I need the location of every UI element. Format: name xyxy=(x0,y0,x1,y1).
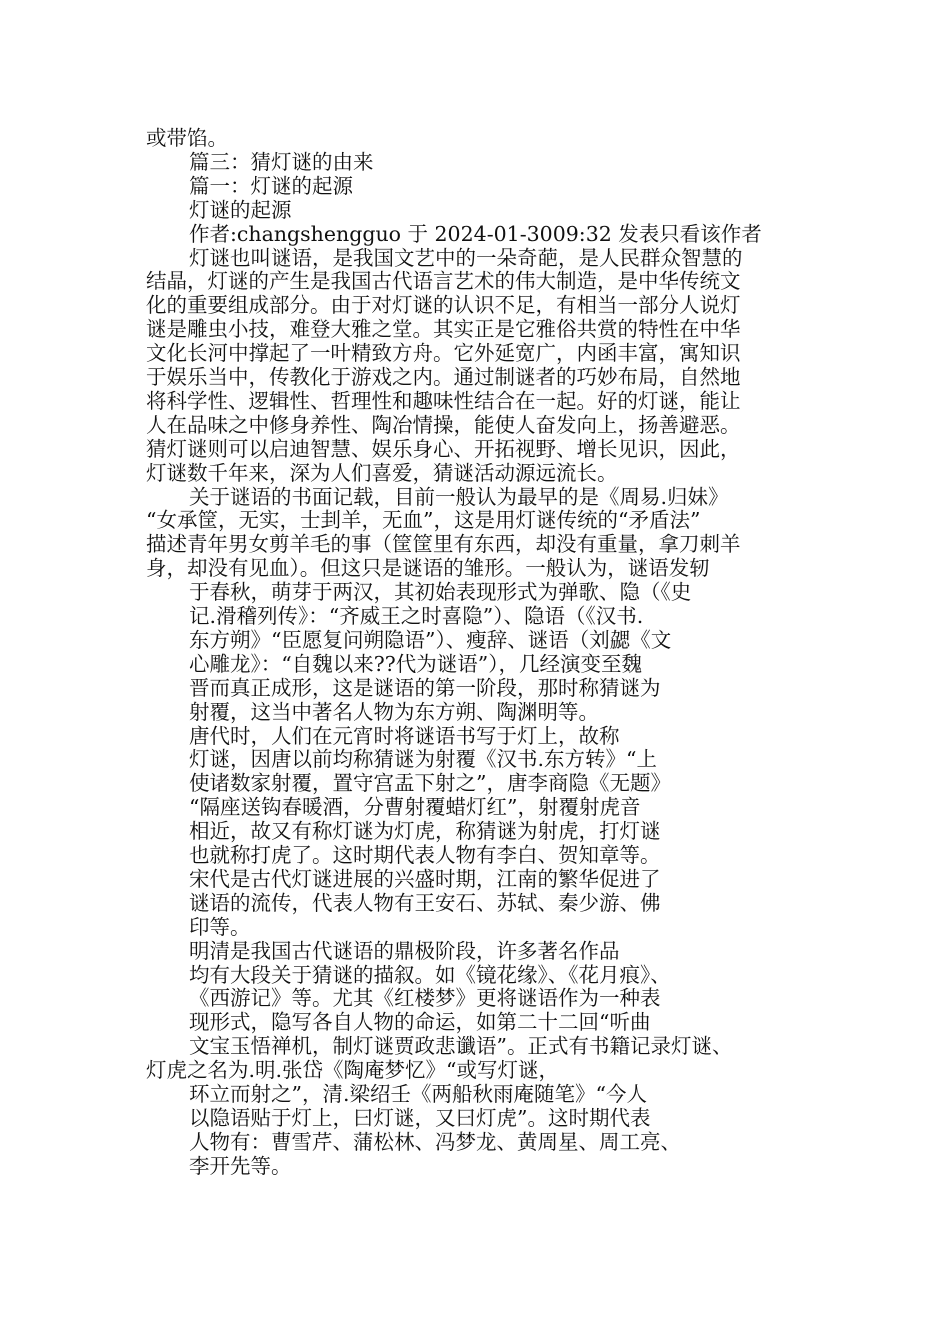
text-line: 或带馅。 xyxy=(146,126,228,150)
text-line: 也就称打虎了。这时期代表人物有李白、贺知章等。 xyxy=(189,843,661,867)
text-line: “隔座送钩春暖酒，分曹射覆蜡灯红”，射覆射虎音 xyxy=(189,795,641,820)
text-line: 谜是雕虫小技，难登大雅之堂。其实正是它雅俗共赏的特性在中华 xyxy=(146,317,741,342)
text-line: 将科学性、逻辑性、哲理性和趣味性结合在一起。好的灯谜，能让 xyxy=(146,388,741,413)
text-line: 射覆，这当中著名人物为东方朔、陶渊明等。 xyxy=(189,699,599,724)
text-line: 文化长河中撑起了一叶精致方舟。它外延宽广，内函丰富，寓知识 xyxy=(146,341,741,366)
text-line: 现形式，隐写各自人物的命运，如第二十二回“听曲 xyxy=(189,1010,651,1035)
text-line: 文宝玉悟禅机，制灯谜贾政悲谶语”。正式有书籍记录灯谜、 xyxy=(189,1034,733,1059)
text-line: 谜语的流传，代表人物有王安石、苏轼、秦少游、佛 xyxy=(189,890,661,915)
text-line: 人在品味之中修身养性、陶冶情操，能使人奋发向上，扬善避恶。 xyxy=(146,412,741,437)
text-line: 宋代是古代灯谜进展的兴盛时期，江南的繁华促进了 xyxy=(189,866,661,891)
text-line: “女承筐，无实，士刲羊，无血”，这是用灯谜传统的“矛盾法” xyxy=(146,508,701,533)
text-line: 李开先等。 xyxy=(189,1153,292,1178)
text-line: 篇一：灯谜的起源 xyxy=(189,173,353,198)
text-line: 印等。 xyxy=(189,914,251,939)
text-line: 于春秋，萌芽于两汉，其初始表现形式为弹歌、隐（《史 xyxy=(189,580,692,605)
text-line: 相近，故又有称灯谜为灯虎，称猜谜为射虎，打灯谜 xyxy=(189,819,661,844)
text-line: 关于谜语的书面记载，目前一般认为最早的是《周易.归妹》 xyxy=(189,484,729,509)
text-line: 描述青年男女剪羊毛的事（筐筐里有东西，却没有重量，拿刀刺羊 xyxy=(146,532,741,557)
text-line: 篇三：猜灯谜的由来 xyxy=(189,149,374,174)
text-line: 以隐语贴于灯上，曰灯谜，又曰灯虎”。这时期代表 xyxy=(189,1105,651,1130)
text-line: 灯谜也叫谜语，是我国文艺中的一朵奇葩，是人民群众智慧的 xyxy=(189,245,743,270)
text-line: 使诸数家射覆，置守宫盂下射之”，唐李商隐《无题》 xyxy=(189,771,671,796)
text-line: 灯谜的起源 xyxy=(189,197,292,222)
text-line: 晋而真正成形，这是谜语的第一阶段，那时称猜谜为 xyxy=(189,675,661,700)
text-line: 猜灯谜则可以启迪智慧、娱乐身心、开拓视野、增长见识，因此， xyxy=(146,436,741,461)
text-line: 记.滑稽列传》：“齐威王之时喜隐”）、隐语（《汉书. xyxy=(189,604,644,628)
text-line: 《西游记》等。尤其《红楼梦》更将谜语作为一种表 xyxy=(189,986,661,1011)
text-line: 作者:changshengguo 于 2024-01-3009:32 发表只看该作者 xyxy=(189,221,762,246)
text-line: 人物有：曹雪芹、蒲松林、冯梦龙、黄周星、周工亮、 xyxy=(189,1129,681,1154)
text-line: 灯谜数千年来，深为人们喜爱，猜谜活动源远流长。 xyxy=(146,460,618,485)
text-line: 东方朔》“臣愿复问朔隐语”）、瘦辞、谜语（刘勰《文 xyxy=(189,627,672,652)
text-line: 于娱乐当中，传教化于游戏之内。通过制谜者的巧妙布局，自然地 xyxy=(146,365,741,389)
text-line: 均有大段关于猜谜的描叙。如《镜花缘》、《花月痕》、 xyxy=(189,962,671,987)
text-line: 化的重要组成部分。由于对灯谜的认识不足，有相当一部分人说灯 xyxy=(146,293,741,318)
text-line: 结晶，灯谜的产生是我国古代语言艺术的伟大制造，是中华传统文 xyxy=(146,269,741,294)
text-line: 唐代时，人们在元宵时将谜语书写于灯上，故称 xyxy=(189,723,620,748)
text-line: 环立而射之”，清.梁绍壬《两船秋雨庵随笔》“今人 xyxy=(189,1082,647,1106)
text-line: 明清是我国古代谜语的鼎极阶段，许多著名作品 xyxy=(189,938,620,963)
text-line: 心雕龙》：“自魏以来??代为谜语”），几经演变至魏 xyxy=(189,651,642,676)
text-line: 灯虎之名为.明.张岱《陶庵梦忆》“或写灯谜， xyxy=(146,1058,560,1083)
text-line: 身，却没有见血）。但这只是谜语的雏形。一般认为，谜语发轫 xyxy=(146,556,710,581)
text-line: 灯谜，因唐以前均称猜谜为射覆《汉书.东方转》“上 xyxy=(189,747,657,772)
